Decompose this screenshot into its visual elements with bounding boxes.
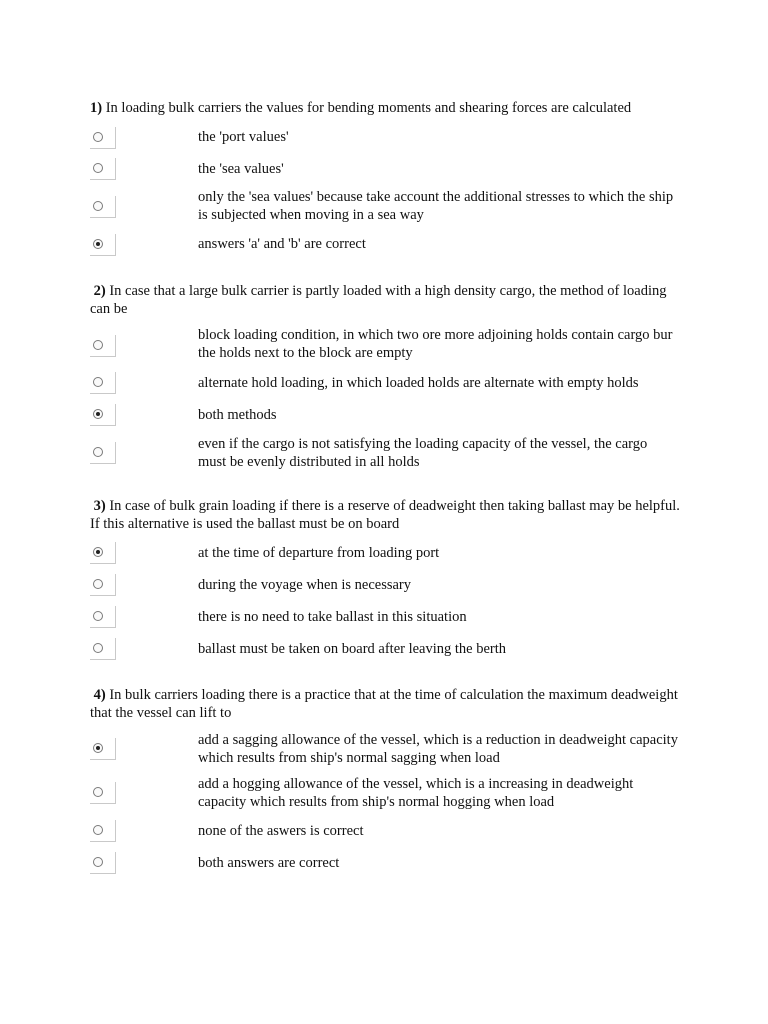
question-3	[90, 497, 680, 533]
question-3-option-4[interactable]	[90, 638, 690, 674]
question-1-option-4[interactable]	[90, 234, 690, 270]
radio-box	[90, 852, 116, 874]
question-1-text	[90, 99, 680, 117]
question-2-number: 2)	[93, 283, 106, 299]
option-label: block loading condition, in which two ore more adjoining holds contain cargo bur the holds next to the block are empty	[198, 327, 673, 361]
question-4	[90, 686, 680, 722]
question-1	[90, 99, 680, 117]
radio-box	[90, 335, 116, 357]
radio-box	[90, 404, 116, 426]
question-2-option-4[interactable]	[90, 436, 690, 478]
radio-box	[90, 820, 116, 842]
option-label: both answers are correct	[198, 855, 340, 871]
radio-box	[90, 127, 116, 149]
question-2-text	[90, 282, 680, 318]
radio-button-icon[interactable]	[93, 201, 103, 211]
option-label: add a hogging allowance of the vessel, which is a increasing in deadweight capacity which results from ship's normal hogging when load	[198, 776, 634, 810]
radio-button-icon[interactable]	[93, 611, 103, 621]
option-label: during the voyage when is necessary	[198, 577, 412, 593]
radio-button-icon[interactable]	[93, 409, 103, 419]
option-label: only the 'sea values' because take account the additional stresses to which the ship is subjected when moving in a sea way	[198, 189, 674, 223]
option-label: add a sagging allowance of the vessel, which is a reduction in deadweight capacity which results from ship's normal sagging when load	[198, 732, 678, 766]
question-4-option-4[interactable]	[90, 852, 690, 888]
option-label: ballast must be taken on board after leaving the berth	[198, 641, 507, 657]
question-3-number: 3)	[93, 498, 106, 514]
radio-button-icon[interactable]	[93, 447, 103, 457]
radio-button-icon[interactable]	[93, 579, 103, 589]
radio-button-icon[interactable]	[93, 643, 103, 653]
radio-button-icon[interactable]	[93, 132, 103, 142]
radio-box	[90, 542, 116, 564]
radio-box	[90, 158, 116, 180]
option-label: both methods	[198, 407, 277, 423]
question-3-prompt: In case of bulk grain loading if there is a reserve of deadweight then taking ballast may be helpful. If this alternative is used the ballast must be on board	[90, 498, 680, 532]
option-label: the 'sea values'	[198, 161, 284, 177]
option-label: alternate hold loading, in which loaded holds are alternate with empty holds	[198, 375, 639, 391]
radio-box	[90, 782, 116, 804]
radio-box	[90, 196, 116, 218]
question-4-option-2[interactable]	[90, 776, 690, 818]
radio-button-icon[interactable]	[93, 825, 103, 835]
question-1-number: 1)	[90, 100, 103, 116]
question-3-option-3[interactable]	[90, 606, 690, 642]
question-1-prompt: In loading bulk carriers the values for bending moments and shearing forces are calculated	[102, 100, 632, 116]
radio-box	[90, 638, 116, 660]
question-3-option-1[interactable]	[90, 542, 690, 578]
radio-box	[90, 372, 116, 394]
radio-button-icon[interactable]	[93, 340, 103, 350]
question-4-option-3[interactable]	[90, 820, 690, 856]
option-label: answers 'a' and 'b' are correct	[198, 236, 366, 252]
radio-box	[90, 574, 116, 596]
radio-button-icon[interactable]	[93, 857, 103, 867]
radio-box	[90, 442, 116, 464]
radio-button-icon[interactable]	[93, 377, 103, 387]
radio-button-icon[interactable]	[93, 163, 103, 173]
option-label: none of the aswers is correct	[198, 823, 364, 839]
radio-button-icon[interactable]	[93, 743, 103, 753]
option-label: even if the cargo is not satisfying the loading capacity of the vessel, the cargo must be evenly distributed in all holds	[198, 436, 648, 470]
radio-box	[90, 234, 116, 256]
question-2-prompt: In case that a large bulk carrier is partly loaded with a high density cargo, the method of loading can be	[90, 283, 667, 317]
question-4-option-1[interactable]	[90, 732, 690, 774]
question-2	[90, 282, 680, 318]
radio-button-icon[interactable]	[93, 787, 103, 797]
radio-button-icon[interactable]	[93, 547, 103, 557]
question-3-text	[90, 497, 680, 533]
question-4-number: 4)	[93, 687, 106, 703]
question-4-text	[90, 686, 680, 722]
question-2-option-1[interactable]	[90, 327, 690, 371]
radio-box	[90, 606, 116, 628]
question-4-prompt: In bulk carriers loading there is a practice that at the time of calculation the maximum deadweight that the vessel can lift to	[90, 687, 678, 721]
question-2-option-2[interactable]	[90, 372, 690, 408]
radio-button-icon[interactable]	[93, 239, 103, 249]
question-1-option-3[interactable]	[90, 189, 690, 232]
option-label: the 'port values'	[198, 129, 289, 145]
question-3-option-2[interactable]	[90, 574, 690, 610]
option-label: there is no need to take ballast in this situation	[198, 609, 467, 625]
radio-box	[90, 738, 116, 760]
option-label: at the time of departure from loading port	[198, 545, 440, 561]
